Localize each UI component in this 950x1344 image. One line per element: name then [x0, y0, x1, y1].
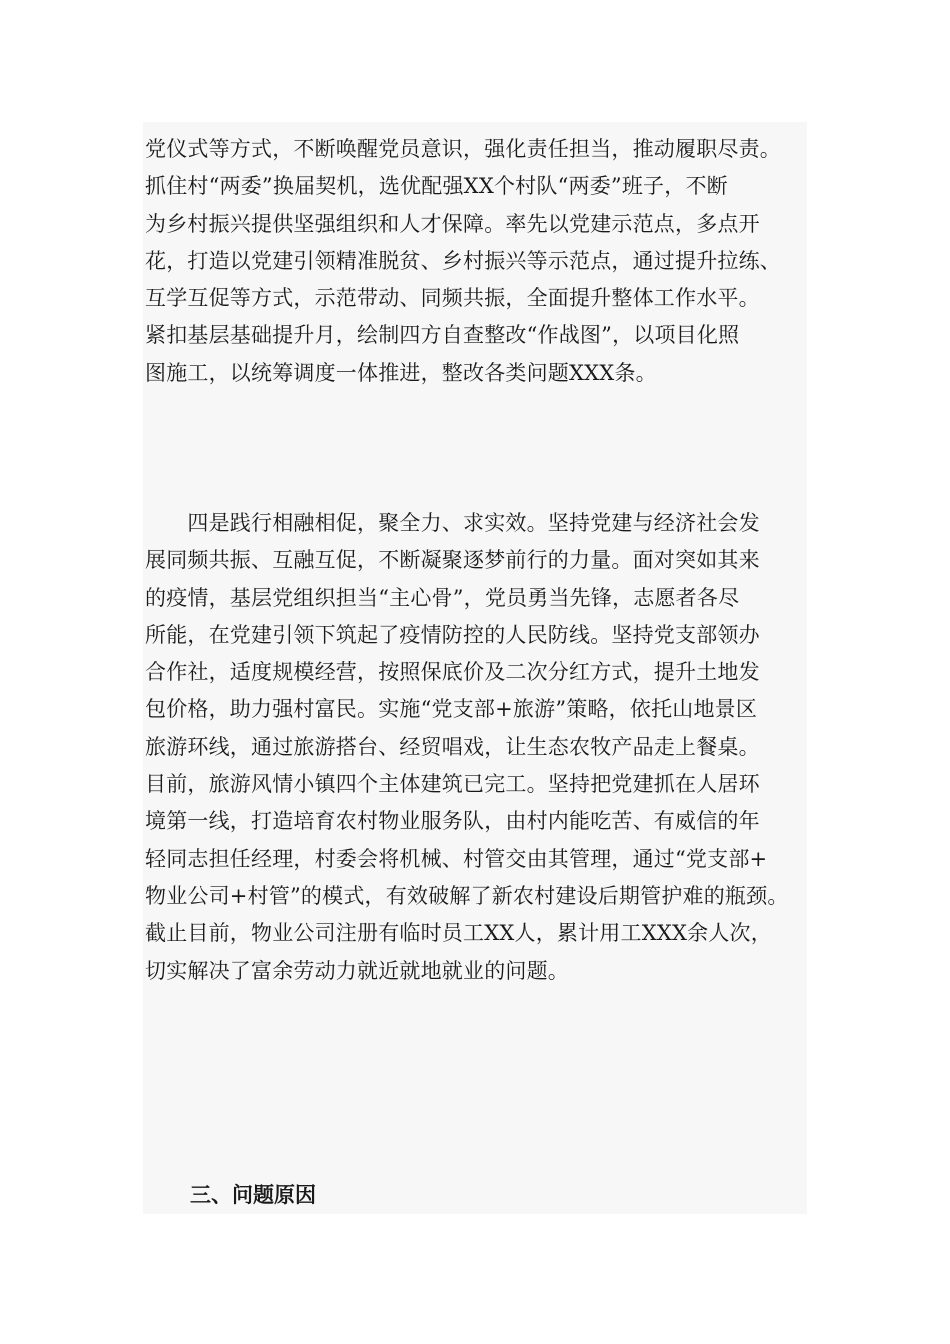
text-line: 轻同志担任经理，村委会将机械、村管交由其管理，通过“党支部+	[145, 846, 768, 871]
text-line: 目前，旅游风情小镇四个主体建筑已完工。坚持把党建抓在人居环	[145, 772, 760, 797]
text-line: 图施工，以统筹调度一体推进，整改各类问题XXX条。	[145, 360, 657, 385]
text-line: 截止目前，物业公司注册有临时员工XX人，累计用工XXX余人次，	[145, 921, 772, 946]
text-line: 切实解决了富余劳动力就近就地就业的问题。	[145, 958, 569, 983]
text-line: 物业公司+村管”的模式，有效破解了新农村建设后期管护难的瓶颈。	[145, 883, 789, 908]
text-line: 展同频共振、互融互促，不断凝聚逐梦前行的力量。面对突如其来	[145, 548, 760, 573]
text-line: 四是践行相融相促，聚全力、求实效。坚持党建与经济社会发	[145, 511, 760, 535]
text-line: 境第一线，打造培育农村物业服务队，由村内能吃苦、有威信的年	[145, 809, 760, 834]
text-line: 抓住村“两委”换届契机，选优配强XX个村队“两委”班子，不断	[145, 174, 728, 199]
text-line: 旅游环线，通过旅游搭台、经贸唱戏，让生态农牧产品走上餐桌。	[145, 734, 760, 759]
text-line: 合作社，适度规模经营，按照保底价及二次分红方式，提升土地发	[145, 660, 760, 685]
section-heading: 三、问题原因	[190, 1182, 316, 1207]
text-line: 花，打造以党建引领精准脱贫、乡村振兴等示范点，通过提升拉练、	[145, 248, 781, 273]
text-line: 互学互促等方式，示范带动、同频共振，全面提升整体工作水平。	[145, 286, 760, 311]
text-line: 为乡村振兴提供坚强组织和人才保障。率先以党建示范点，多点开	[145, 211, 760, 236]
text-line: 包价格，助力强村富民。实施“党支部+旅游”策略，依托山地景区	[145, 697, 758, 722]
text-line: 党仪式等方式，不断唤醒党员意识，强化责任担当，推动履职尽责。	[145, 137, 781, 161]
text-line: 所能，在党建引领下筑起了疫情防控的人民防线。坚持党支部领办	[145, 622, 760, 647]
paragraph-2	[145, 505, 845, 990]
paragraph-1	[145, 131, 845, 392]
text-line: 紧扣基层基础提升月，绘制四方自查整改“作战图”，以项目化照	[145, 323, 740, 348]
text-line: 的疫情，基层党组织担当“主心骨”，党员勇当先锋，志愿者各尽	[145, 585, 740, 610]
